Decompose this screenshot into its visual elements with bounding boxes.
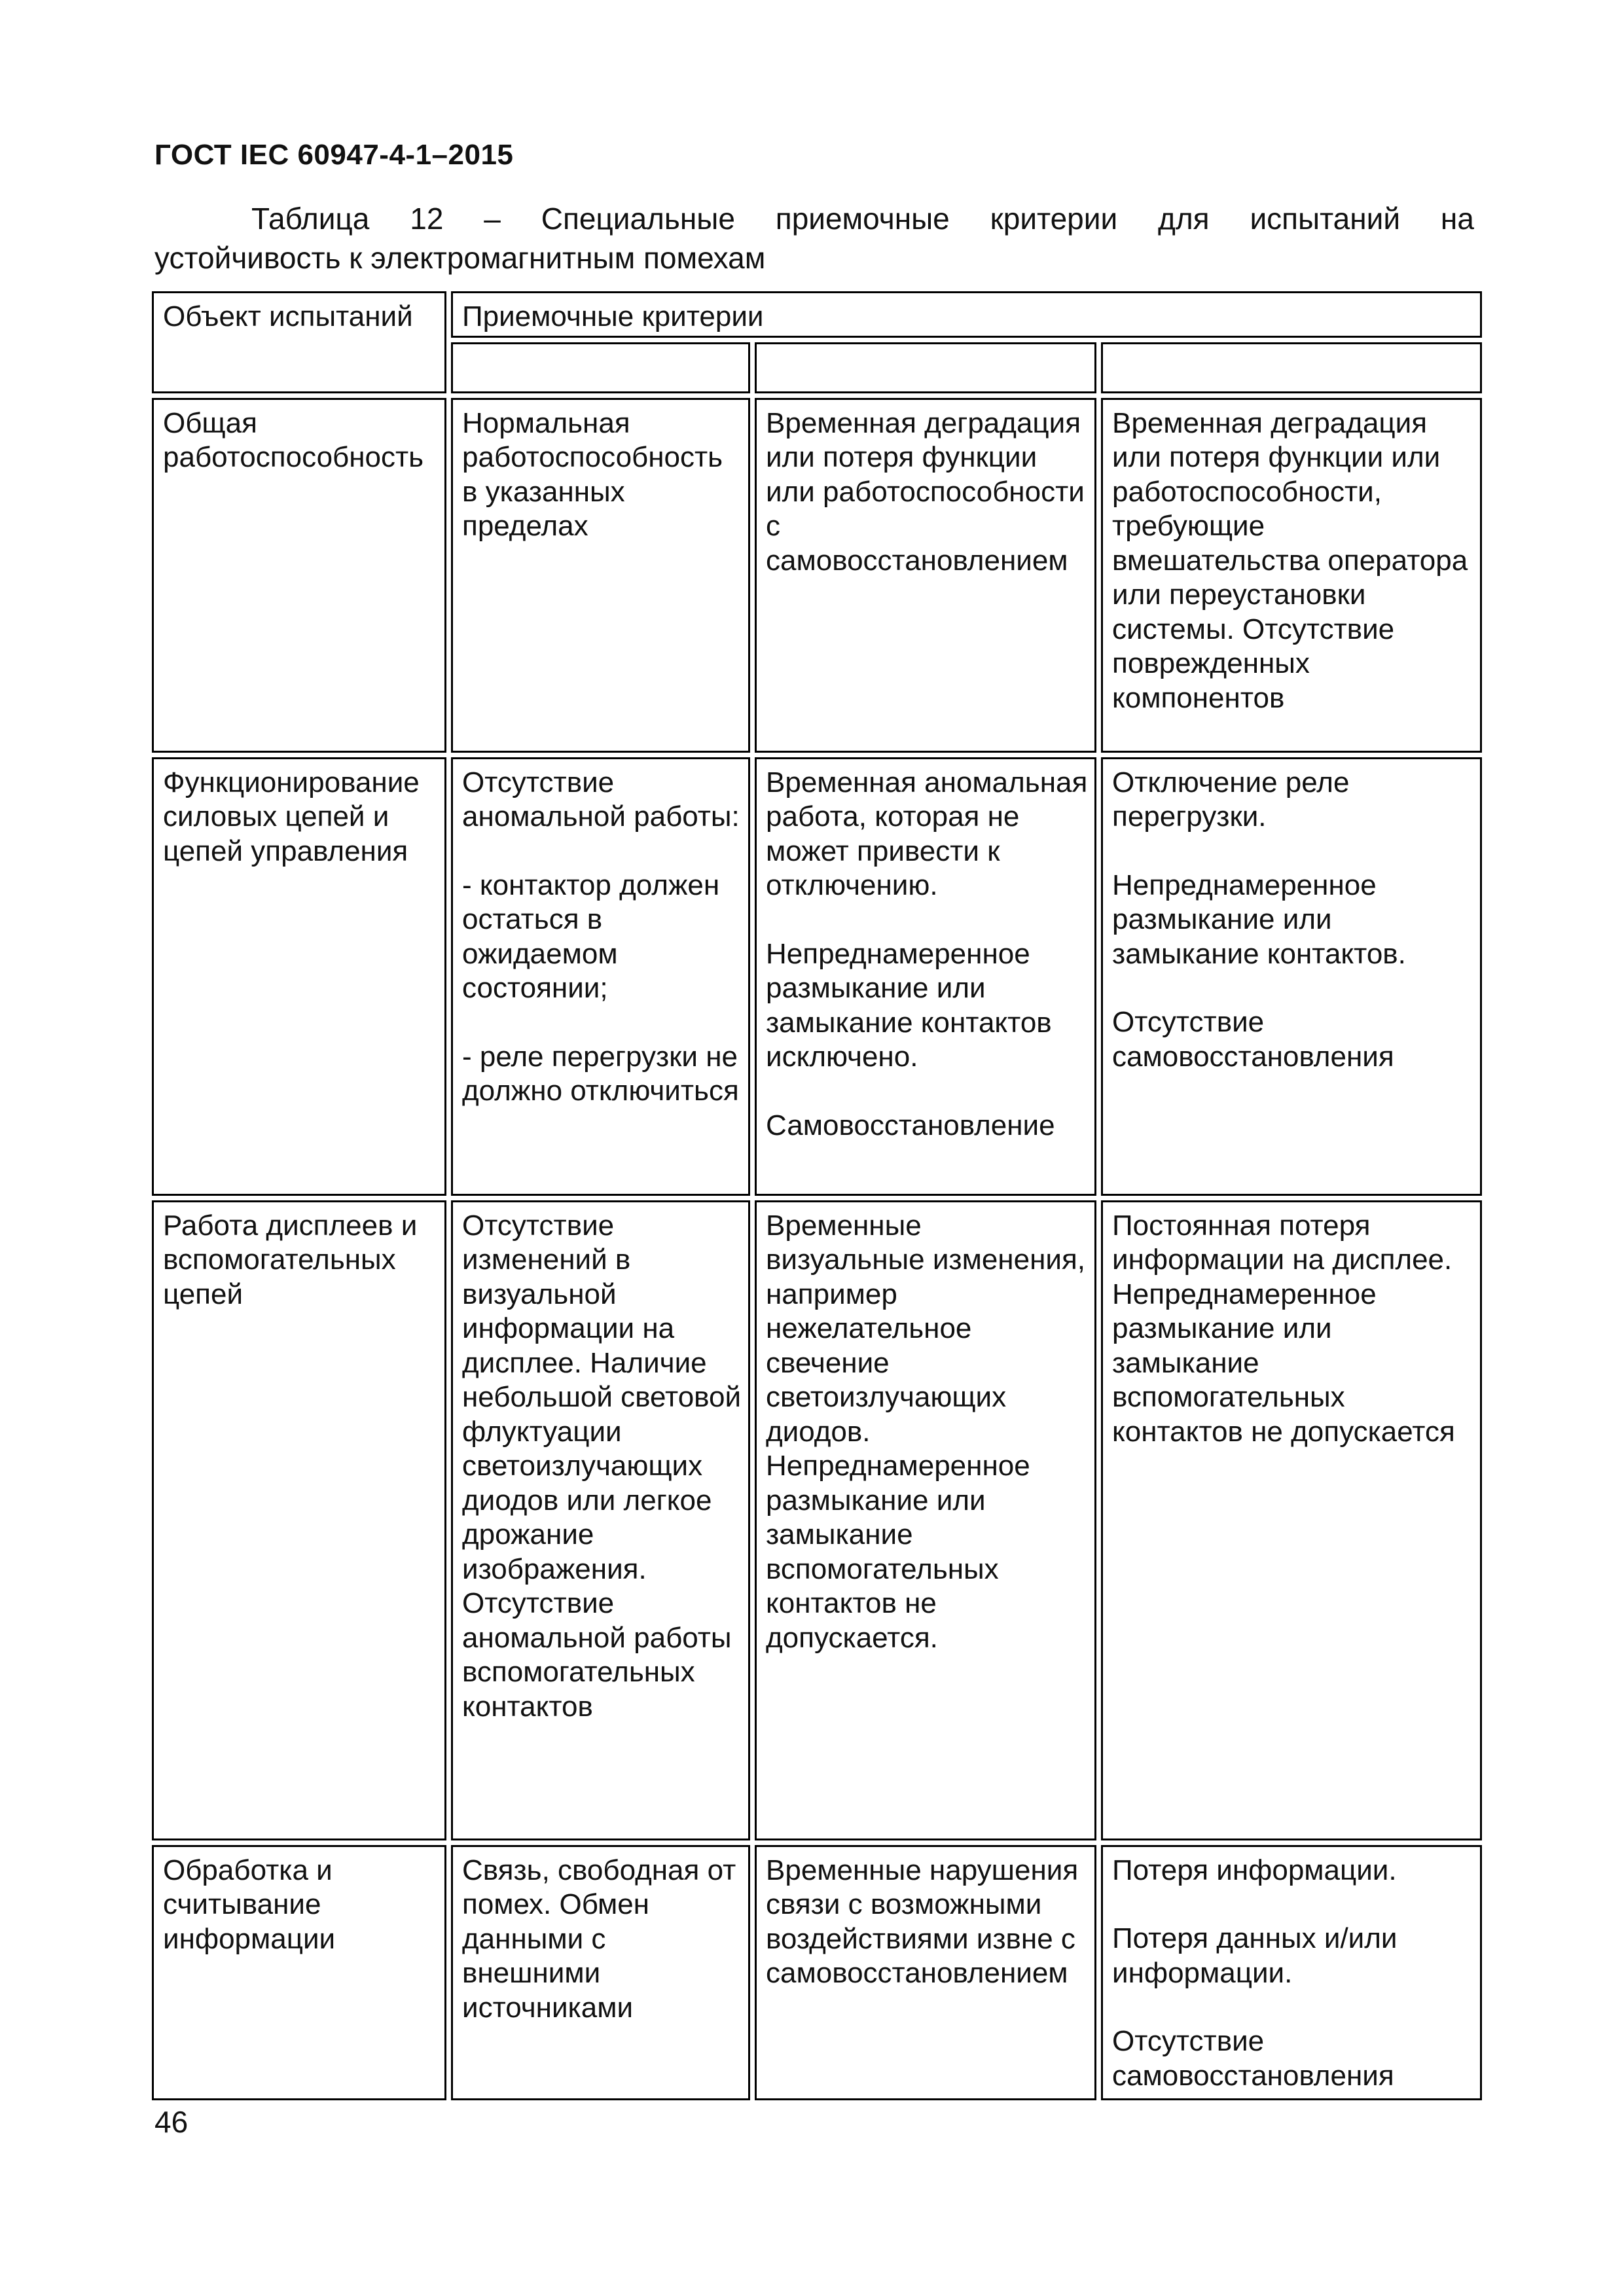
caption-word: для [1158,202,1210,236]
criteria-paragraph: Самовосстановление [766,1109,1055,1141]
criteria-cell-a [451,398,750,753]
criteria-cell-a [451,1200,750,1840]
criteria-cell-c [1101,757,1482,1196]
criteria-paragraph: Связь, свободная от помех. Обмен данными с внешними источниками [462,1854,736,2024]
criteria-paragraph: Отключение реле перегрузки. [1112,766,1350,833]
criteria-table-container [152,291,1487,2100]
caption-word: на [1440,202,1474,236]
test-object-cell: Работа дисплеев и вспомогательных цепей [152,1200,446,1840]
criteria-paragraph: Нормальная работоспособность в указанных пределах [462,406,723,542]
table-header-row [152,291,1482,338]
criteria-paragraph: - реле перегрузки не должно отключиться [462,1040,739,1107]
criteria-paragraph: - контактор должен остаться в ожидаемом состоянии; [462,869,720,1004]
caption-word: испытаний [1250,202,1401,236]
criteria-paragraph: Временные визуальные изменения, например нежелательное свечение светоизлучающих диодов. Непреднамеренное размыкание или замыкание вспомогательных контактов не допускается. [766,1209,1085,1654]
criteria-paragraph: Отсутствие самовосстановления [1112,2025,1394,2092]
caption-line-1 [154,199,1474,238]
criteria-paragraph: Временные нарушения связи с возможными воздействиями извне с самовосстановлением [766,1854,1079,1989]
caption-word: приемочные [775,202,950,236]
table-row [152,1845,1482,2100]
criteria-cell-c [1101,398,1482,753]
criteria-paragraph: Отсутствие самовосстановления [1112,1006,1394,1073]
caption-word: 12 [410,202,444,236]
test-object-cell: Общая работоспособность [152,398,446,753]
caption-word: критерии [990,202,1118,236]
criteria-cell-a [451,757,750,1196]
criteria-paragraph: Временная деградация или потеря функции или работоспособности с самовосстановлением [766,406,1085,577]
criteria-cell-c [1101,1845,1482,2100]
criteria-cell-c [1101,1200,1482,1840]
caption-word: – [484,202,501,236]
criteria-paragraph: Постоянная потеря информации на дисплее. Непреднамеренное размыкание или замыкание вспомогательных контактов не допускается [1112,1209,1455,1448]
criteria-paragraph: Отсутствие аномальной работы: [462,766,740,833]
criteria-cell-b [755,1200,1096,1840]
criteria-cell-a [451,1845,750,2100]
table-row [152,1200,1482,1840]
criteria-paragraph: Отсутствие изменений в визуальной информации на дисплее. Наличие небольшой световой флуктуации светоизлучающих диодов или легкое дрожание изображения. Отсутствие аномальной работы вспомогательных контактов [462,1209,742,1723]
page-number: 46 [154,2105,189,2139]
criteria-cell-b [755,1845,1096,2100]
header-test-object: Объект испытаний [152,291,446,393]
table-row [152,757,1482,1196]
criteria-cell-b [755,398,1096,753]
table-caption [154,199,1474,278]
caption-word: Таблица [251,202,370,236]
subheader-cell [755,342,1096,393]
test-object-cell: Функционирование силовых цепей и цепей управления [152,757,446,1196]
criteria-paragraph: Непреднамеренное размыкание или замыкание контактов исключено. [766,937,1052,1073]
caption-word: Специальные [541,202,735,236]
document-header: ГОСТ IEC 60947-4-1–2015 [154,139,514,171]
criteria-cell-b [755,757,1096,1196]
table-row [152,398,1482,753]
subheader-cell [1101,342,1482,393]
criteria-paragraph: Непреднамеренное размыкание или замыкание контактов. [1112,869,1406,970]
criteria-paragraph: Временная аномальная работа, которая не может привести к отключению. [766,766,1088,901]
acceptance-criteria-table [147,287,1487,2105]
test-object-cell: Обработка и считывание информации [152,1845,446,2100]
caption-line-2: устойчивость к электромагнитным помехам [154,241,766,275]
subheader-cell [451,342,750,393]
criteria-paragraph: Потеря данных и/или информации. [1112,1922,1398,1989]
criteria-paragraph: Временная деградация или потеря функции или работоспособности, требующие вмешательства оператора или переустановки системы. Отсутствие поврежденных компонентов [1112,406,1468,714]
header-acceptance-criteria: Приемочные критерии [451,291,1482,338]
criteria-paragraph: Потеря информации. [1112,1854,1397,1886]
